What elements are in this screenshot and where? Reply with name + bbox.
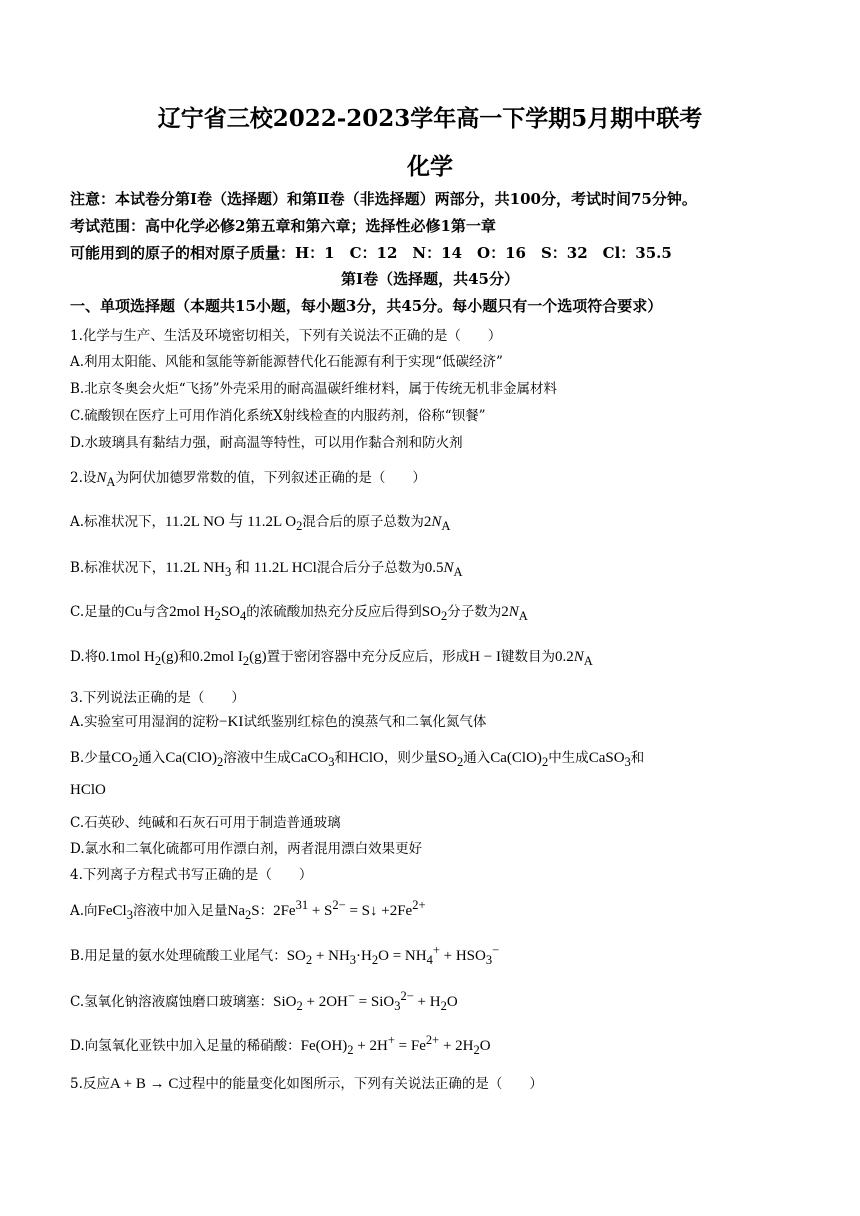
q2-option-c: C.足量的Cu与含2mol $H_2SO_4$的浓硫酸加热充分反应后得到$SO_2$分子数为$2N_A$ [70, 604, 528, 623]
q1-stem: 1.化学与生产、生活及环境密切相关，下列有关说法不正确的是（ ） [70, 328, 502, 344]
q1-option-c: C.硫酸钡在医疗上可用作消化系统X射线检查的内服药剂，俗称“钡餐” [70, 408, 486, 424]
q2-option-b: B.标准状况下，11.2L $NH_3$ 和 11.2L HCl混合后分子总数为$0.5N_A$ [70, 560, 463, 579]
q3-option-a: A.实验室可用湿润的淀粉−KI试纸鉴别红棕色的溴蒸气和二氧化氮气体 [70, 714, 487, 730]
q4-option-d: D.向氢氧化亚铁中加入足量的稀硝酸：$Fe(OH)_2 + 2H^+ = Fe^{2+} + 2H_2O$ [70, 1033, 491, 1057]
q4-option-a: A.向FeCl$_3$溶液中加入足量$Na_2S$：$2Fe^{31} + S^{2-}$ = S↓ $+2Fe^{2+}$ [70, 898, 426, 922]
part-title: 一、单项选择题（本题共15小题，每小题3分，共45分。每小题只有一个选项符合要求） [70, 297, 663, 315]
q3-option-d: D.氯水和二氧化硫都可用作漂白剂，两者混用漂白效果更好 [70, 841, 423, 857]
q4-option-c: C.氢氧化钠溶液腐蚀磨口玻璃塞：$SiO_2 + 2OH^- = SiO_3^{2-} + H_2O$ [70, 989, 458, 1013]
q1-option-d: D.水玻璃具有黏结力强，耐高温等特性，可以用作黏合剂和防火剂 [70, 435, 463, 451]
q3-option-b-continued: HClO [70, 782, 106, 798]
subject-title: 化学 [407, 153, 453, 180]
q2-stem: 2.设$N_A$为阿伏加德罗常数的值，下列叙述正确的是（ ） [70, 470, 426, 489]
q2-option-a: A.标准状况下，11.2L NO 与 11.2L $O_2$混合后的原子总数为$2N_A$ [70, 514, 451, 533]
q5-stem: 5.反应A + B → C过程中的能量变化如图所示，下列有关说法正确的是（ ） [70, 1076, 543, 1092]
q4-stem: 4.下列离子方程式书写正确的是（ ） [70, 867, 313, 883]
q3-stem: 3.下列说法正确的是（ ） [70, 690, 245, 706]
atomic-masses-line: 可能用到的原子的相对原子质量：H：1 C：12 N：14 O：16 S：32 Cl：35.5 [70, 244, 672, 262]
q1-option-a: A.利用太阳能、风能和氢能等新能源替代化石能源有利于实现“低碳经济” [70, 354, 503, 370]
q1-option-b: B.北京冬奥会火炬“飞扬”外壳采用的耐高温碳纤维材料，属于传统无机非金属材料 [70, 381, 558, 397]
q3-option-b: B.少量$CO_2$通入$Ca(ClO)_2$溶液中生成CaCO$_3$和HClO，则少量$SO_2$通入$Ca(ClO)_2$中生成CaSO$_3$和 [70, 750, 645, 769]
scope-line: 考试范围：高中化学必修2第五章和第六章；选择性必修1第一章 [70, 217, 496, 235]
notice-line: 注意：本试卷分第Ⅰ卷（选择题）和第Ⅱ卷（非选择题）两部分，共100分，考试时间75分钟。 [70, 190, 697, 208]
q2-option-d: D.将0.1mol $H_2(g)$和0.2mol $I_2(g)$置于密闭容器中充分反应后，形成H − I键数目为$0.2N_A$ [70, 649, 593, 668]
section-title: 第Ⅰ卷（选择题，共45分） [341, 270, 519, 288]
q4-option-b: B.用足量的氨水处理硫酸工业尾气：$SO_2 + NH_3\cdot H_2O = NH_4^+ + HSO_3^-$ [70, 943, 500, 967]
exam-title: 辽宁省三校2022-2023学年高一下学期5月期中联考 [157, 105, 703, 132]
q3-option-c: C.石英砂、纯碱和石灰石可用于制造普通玻璃 [70, 815, 341, 831]
